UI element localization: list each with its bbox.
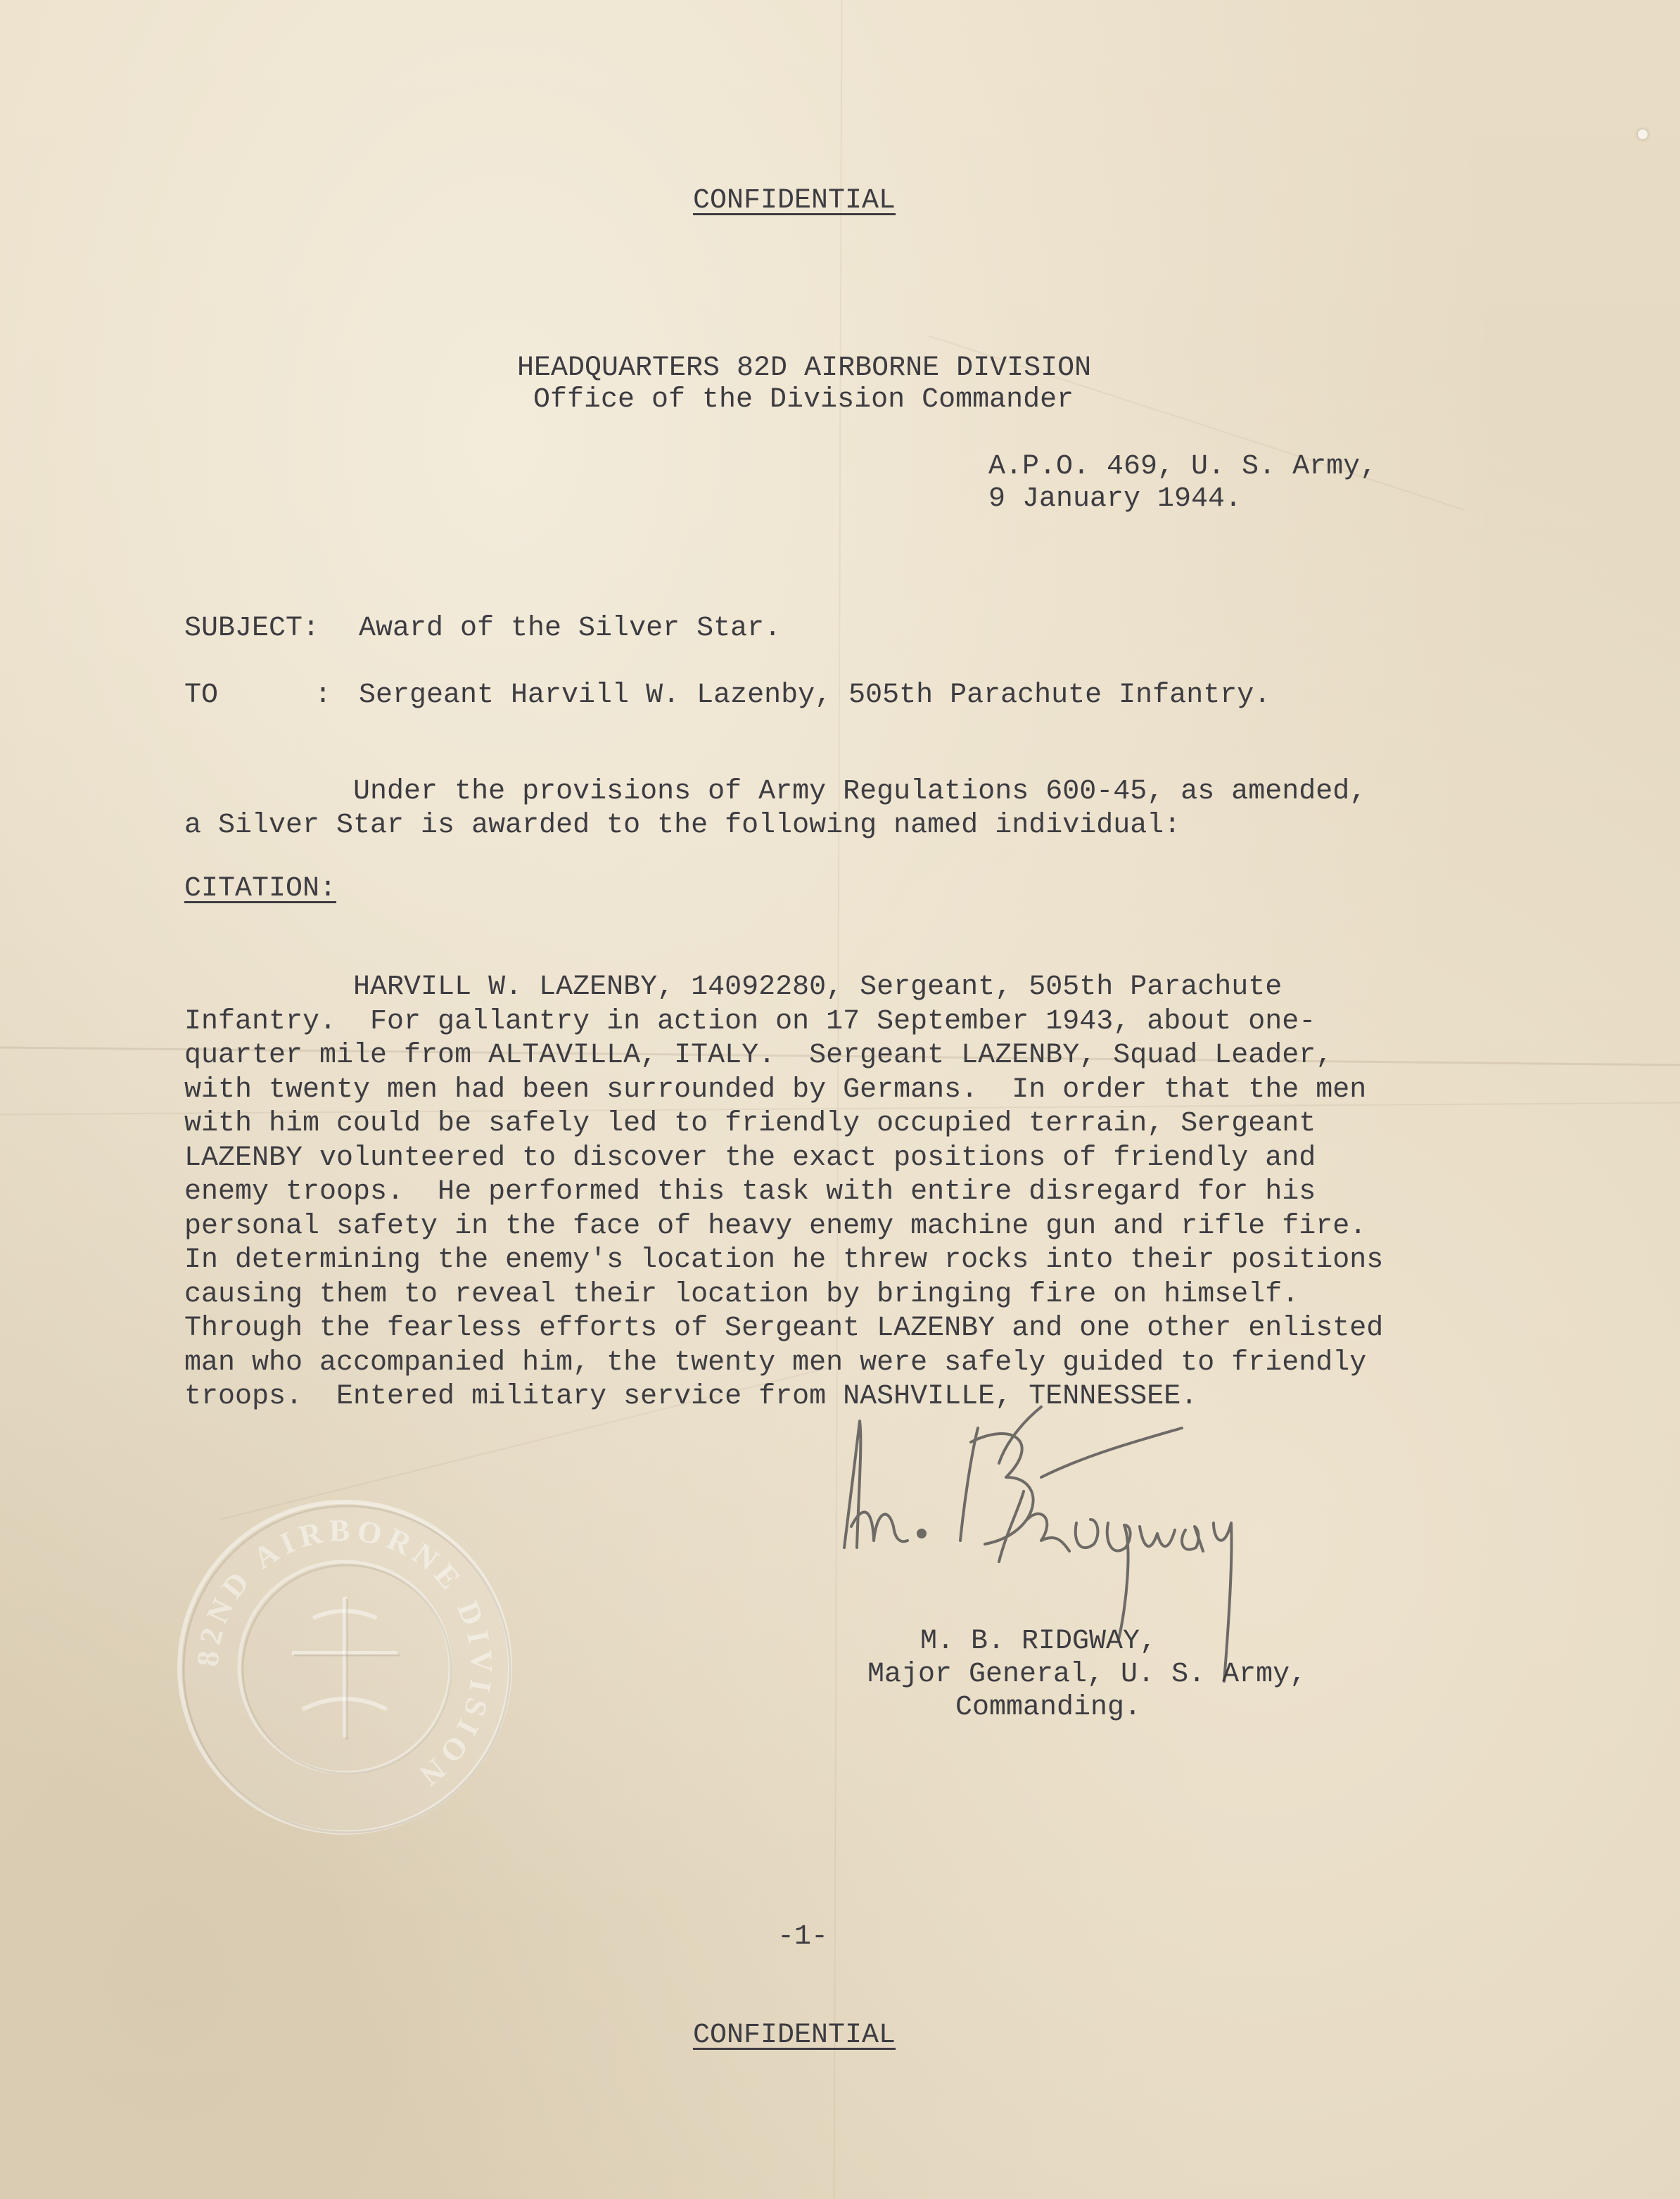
citation-body: HARVILL W. LAZENBY, 14092280, Sergeant, 505th Parachute Infantry. For gallantry in action on 17 September 1943, about one- quarter mile from ALTAVILLA, ITALY. Sergeant LAZENBY, Squad Leader, with twenty men had been surrounded by Germans. In order that the men with him could be safely led to friendly occupied terrain, Sergeant LAZENBY volunteered to discover the exact positions of friendly and enemy troops. He performed this task with entire disregard for his personal safety in the face of heavy enemy machine gun and rifle fire. In determining the enemy's location he threw rocks into their positions causing them to reveal their location by bringing fire on himself. Through the fearless efforts of Sergeant LAZENBY and one other enlisted man who accompanied him, the twenty men were safely guided to friendly troops. Entered military service from NASHVILLE, TENNESSEE. <box>184 971 1384 1413</box>
place-line: A.P.O. 469, U. S. Army, <box>988 451 1377 483</box>
to-colon: : <box>314 680 332 711</box>
to-label: TO <box>184 680 219 711</box>
seal-text: 82ND AIRBORNE DIVISION <box>190 1512 499 1797</box>
signer-rank: Major General, U. S. Army, <box>867 1659 1307 1690</box>
page-number: -1- <box>777 1921 829 1953</box>
footer-classification: CONFIDENTIAL <box>693 2020 896 2051</box>
signer-role: Commanding. <box>955 1692 1142 1723</box>
date-line: 9 January 1944. <box>988 483 1242 515</box>
intro-paragraph: Under the provisions of Army Regulations 600-45, as amended, a Silver Star is awarded to the following named individual: <box>184 776 1367 841</box>
signer-name: M. B. RIDGWAY, <box>920 1626 1157 1657</box>
embossed-seal <box>162 1484 528 1850</box>
to-value: Sergeant Harvill W. Lazenby, 505th Parachute Infantry. <box>359 680 1271 711</box>
letterhead-office: Office of the Division Commander <box>533 384 1074 416</box>
pin-hole <box>1638 129 1648 139</box>
subject-value: Award of the Silver Star. <box>359 613 782 644</box>
letterhead-headquarters: HEADQUARTERS 82D AIRBORNE DIVISION <box>517 352 1092 384</box>
subject-label: SUBJECT: <box>184 613 320 644</box>
header-classification: CONFIDENTIAL <box>693 185 896 217</box>
citation-heading: CITATION: <box>184 873 337 905</box>
